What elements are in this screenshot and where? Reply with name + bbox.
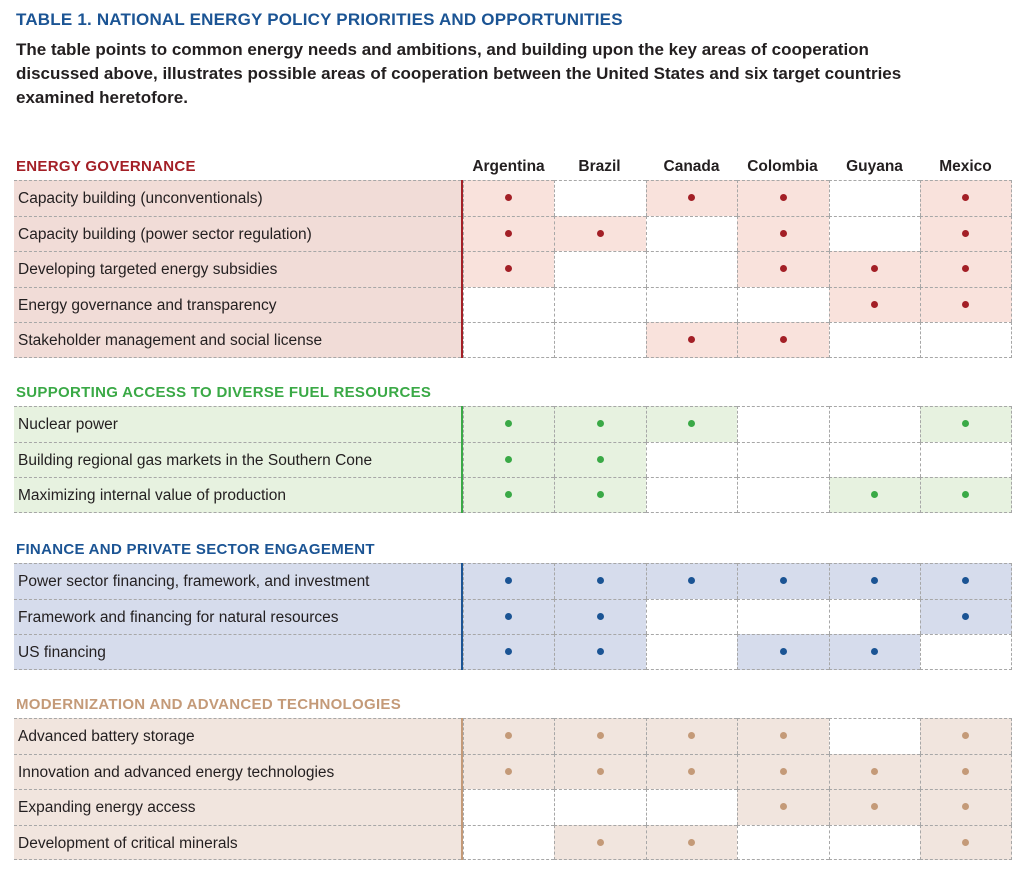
table-row <box>14 442 1012 478</box>
cell-canada <box>646 216 737 252</box>
table-row <box>14 825 1012 861</box>
cell-argentina <box>463 789 554 825</box>
row-label-cell <box>14 754 461 790</box>
bullet-dot-icon <box>505 768 512 775</box>
row-label-cell <box>14 789 461 825</box>
bullet-dot-icon <box>780 230 787 237</box>
cell-mexico <box>920 718 1012 754</box>
cell-mexico <box>920 754 1012 790</box>
column-header-brazil: Brazil <box>578 158 621 175</box>
bullet-dot-icon <box>505 230 512 237</box>
section-title: SUPPORTING ACCESS TO DIVERSE FUEL RESOURCES <box>16 384 432 401</box>
row-label: Energy governance and transparency <box>18 296 277 314</box>
bullet-dot-icon <box>780 265 787 272</box>
cell-colombia <box>737 406 829 442</box>
bullet-dot-icon <box>505 648 512 655</box>
cell-guyana <box>829 216 920 252</box>
cell-argentina <box>463 754 554 790</box>
row-label: Capacity building (power sector regulation) <box>18 225 312 243</box>
cell-mexico <box>920 634 1012 670</box>
bullet-dot-icon <box>688 768 695 775</box>
cell-argentina <box>463 599 554 635</box>
row-label: Capacity building (unconventionals) <box>18 190 263 207</box>
bullet-dot-icon <box>871 648 878 655</box>
column-header-canada: Canada <box>663 158 720 175</box>
bullet-dot-icon <box>962 768 969 775</box>
bullet-dot-icon <box>688 839 695 846</box>
bullet-dot-icon <box>505 420 512 427</box>
cell-brazil <box>554 754 646 790</box>
cell-colombia <box>737 563 829 599</box>
table-row <box>14 754 1012 790</box>
row-label-cell <box>14 825 461 861</box>
row-label-cell <box>14 599 461 635</box>
cell-canada <box>646 180 737 216</box>
cell-brazil <box>554 216 646 252</box>
cell-canada <box>646 406 737 442</box>
column-header-argentina: Argentina <box>472 158 545 175</box>
cell-argentina <box>463 477 554 513</box>
cell-guyana <box>829 718 920 754</box>
bullet-dot-icon <box>962 613 969 620</box>
bullet-dot-icon <box>871 301 878 308</box>
cell-brazil <box>554 406 646 442</box>
bullet-dot-icon <box>780 336 787 343</box>
bullet-dot-icon <box>597 577 604 584</box>
bullet-dot-icon <box>688 420 695 427</box>
cell-colombia <box>737 287 829 323</box>
row-label-cell <box>14 563 461 599</box>
cell-argentina <box>463 718 554 754</box>
bullet-dot-icon <box>780 732 787 739</box>
row-label: Framework and financing for natural resources <box>18 608 339 626</box>
column-header-mexico: Mexico <box>939 158 992 175</box>
row-label: Maximizing internal value of production <box>18 487 286 505</box>
cell-guyana <box>829 599 920 635</box>
cell-mexico <box>920 180 1012 216</box>
table-row <box>14 477 1012 513</box>
cell-brazil <box>554 634 646 670</box>
table-row <box>14 563 1012 599</box>
bullet-dot-icon <box>962 491 969 498</box>
bullet-dot-icon <box>780 194 787 201</box>
cell-mexico <box>920 563 1012 599</box>
cell-mexico <box>920 477 1012 513</box>
bullet-dot-icon <box>780 577 787 584</box>
row-label-cell <box>14 718 461 754</box>
bullet-dot-icon <box>688 336 695 343</box>
cell-canada <box>646 789 737 825</box>
row-label: Building regional gas markets in the Southern Cone <box>18 451 373 469</box>
cell-brazil <box>554 599 646 635</box>
row-label: Stakeholder management and social license <box>18 332 323 350</box>
cell-mexico <box>920 599 1012 635</box>
cell-argentina <box>463 563 554 599</box>
cell-guyana <box>829 406 920 442</box>
bullet-dot-icon <box>505 265 512 272</box>
cell-canada <box>646 477 737 513</box>
section-title: MODERNIZATION AND ADVANCED TECHNOLOGIES <box>16 696 402 713</box>
cell-canada <box>646 754 737 790</box>
row-label-cell <box>14 322 461 358</box>
cell-argentina <box>463 216 554 252</box>
bullet-dot-icon <box>780 803 787 810</box>
cell-colombia <box>737 754 829 790</box>
bullet-dot-icon <box>962 301 969 308</box>
table-row <box>14 634 1012 670</box>
table-row <box>14 251 1012 287</box>
cell-colombia <box>737 718 829 754</box>
table-row <box>14 287 1012 323</box>
cell-argentina <box>463 251 554 287</box>
section-divider <box>461 180 463 358</box>
cell-canada <box>646 322 737 358</box>
cell-argentina <box>463 406 554 442</box>
row-label: Innovation and advanced energy technologies <box>18 763 335 781</box>
cell-canada <box>646 634 737 670</box>
row-label: Advanced battery storage <box>18 728 195 745</box>
row-label-cell <box>14 251 461 287</box>
row-label: Nuclear power <box>18 416 118 433</box>
row-label: Power sector financing, framework, and investment <box>18 573 370 590</box>
table-row <box>14 599 1012 635</box>
table-subtitle: The table points to common energy needs and ambitions, and building upon the key areas of cooperation discussed above, illustrates possible areas of cooperation between the United States and six target countries examined heretofore. <box>16 40 902 107</box>
cell-guyana <box>829 789 920 825</box>
cell-canada <box>646 563 737 599</box>
cell-argentina <box>463 634 554 670</box>
cell-brazil <box>554 718 646 754</box>
section-divider <box>461 563 463 670</box>
section-divider <box>461 406 463 513</box>
cell-brazil <box>554 180 646 216</box>
table-row <box>14 322 1012 358</box>
row-label-cell <box>14 406 461 442</box>
cell-argentina <box>463 322 554 358</box>
table-row <box>14 718 1012 754</box>
row-label: Development of critical minerals <box>18 834 238 852</box>
table-row <box>14 216 1012 252</box>
bullet-dot-icon <box>505 613 512 620</box>
row-label-cell <box>14 287 461 323</box>
bullet-dot-icon <box>597 420 604 427</box>
cell-guyana <box>829 477 920 513</box>
cell-guyana <box>829 754 920 790</box>
cell-canada <box>646 718 737 754</box>
cell-colombia <box>737 634 829 670</box>
cell-brazil <box>554 251 646 287</box>
cell-brazil <box>554 477 646 513</box>
cell-brazil <box>554 442 646 478</box>
table-row <box>14 789 1012 825</box>
row-label-cell <box>14 216 461 252</box>
cell-guyana <box>829 322 920 358</box>
section-title: ENERGY GOVERNANCE <box>16 158 196 175</box>
bullet-dot-icon <box>871 768 878 775</box>
bullet-dot-icon <box>597 456 604 463</box>
row-label-cell <box>14 477 461 513</box>
cell-guyana <box>829 442 920 478</box>
bullet-dot-icon <box>505 194 512 201</box>
section-divider <box>461 718 463 860</box>
cell-colombia <box>737 180 829 216</box>
bullet-dot-icon <box>962 420 969 427</box>
cell-brazil <box>554 287 646 323</box>
cell-colombia <box>737 251 829 287</box>
cell-brazil <box>554 563 646 599</box>
bullet-dot-icon <box>597 839 604 846</box>
cell-guyana <box>829 287 920 323</box>
cell-argentina <box>463 442 554 478</box>
cell-guyana <box>829 180 920 216</box>
section-title: FINANCE AND PRIVATE SECTOR ENGAGEMENT <box>16 541 375 558</box>
bullet-dot-icon <box>597 648 604 655</box>
bullet-dot-icon <box>871 577 878 584</box>
cell-mexico <box>920 216 1012 252</box>
row-label-cell <box>14 634 461 670</box>
row-label-cell <box>14 180 461 216</box>
bullet-dot-icon <box>780 768 787 775</box>
row-label: Expanding energy access <box>18 799 196 817</box>
cell-canada <box>646 287 737 323</box>
cell-brazil <box>554 825 646 861</box>
bullet-dot-icon <box>597 732 604 739</box>
bullet-dot-icon <box>871 803 878 810</box>
bullet-dot-icon <box>505 577 512 584</box>
cell-brazil <box>554 789 646 825</box>
cell-canada <box>646 599 737 635</box>
cell-mexico <box>920 406 1012 442</box>
bullet-dot-icon <box>962 230 969 237</box>
bullet-dot-icon <box>505 491 512 498</box>
bullet-dot-icon <box>962 803 969 810</box>
bullet-dot-icon <box>871 491 878 498</box>
column-header-guyana: Guyana <box>846 158 903 175</box>
bullet-dot-icon <box>962 732 969 739</box>
bullet-dot-icon <box>780 648 787 655</box>
cell-guyana <box>829 251 920 287</box>
cell-guyana <box>829 825 920 861</box>
cell-mexico <box>920 442 1012 478</box>
cell-colombia <box>737 322 829 358</box>
bullet-dot-icon <box>962 839 969 846</box>
cell-colombia <box>737 477 829 513</box>
bullet-dot-icon <box>688 577 695 584</box>
cell-canada <box>646 825 737 861</box>
cell-canada <box>646 442 737 478</box>
bullet-dot-icon <box>505 456 512 463</box>
bullet-dot-icon <box>962 577 969 584</box>
bullet-dot-icon <box>597 613 604 620</box>
row-label: US financing <box>18 644 106 662</box>
table-row <box>14 180 1012 216</box>
cell-guyana <box>829 563 920 599</box>
cell-mexico <box>920 322 1012 358</box>
cell-colombia <box>737 599 829 635</box>
cell-argentina <box>463 825 554 861</box>
cell-colombia <box>737 442 829 478</box>
cell-colombia <box>737 216 829 252</box>
bullet-dot-icon <box>688 732 695 739</box>
cell-argentina <box>463 180 554 216</box>
cell-mexico <box>920 251 1012 287</box>
bullet-dot-icon <box>505 732 512 739</box>
bullet-dot-icon <box>597 768 604 775</box>
table-row <box>14 406 1012 442</box>
cell-canada <box>646 251 737 287</box>
bullet-dot-icon <box>597 230 604 237</box>
row-label-cell <box>14 442 461 478</box>
bullet-dot-icon <box>962 265 969 272</box>
cell-colombia <box>737 789 829 825</box>
cell-colombia <box>737 825 829 861</box>
cell-argentina <box>463 287 554 323</box>
column-header-colombia: Colombia <box>747 158 818 175</box>
bullet-dot-icon <box>597 491 604 498</box>
bullet-dot-icon <box>688 194 695 201</box>
row-label: Developing targeted energy subsidies <box>18 261 278 279</box>
cell-mexico <box>920 825 1012 861</box>
cell-mexico <box>920 789 1012 825</box>
cell-guyana <box>829 634 920 670</box>
table-title: TABLE 1. NATIONAL ENERGY POLICY PRIORITIES AND OPPORTUNITIES <box>16 10 623 29</box>
bullet-dot-icon <box>962 194 969 201</box>
bullet-dot-icon <box>871 265 878 272</box>
cell-brazil <box>554 322 646 358</box>
cell-mexico <box>920 287 1012 323</box>
